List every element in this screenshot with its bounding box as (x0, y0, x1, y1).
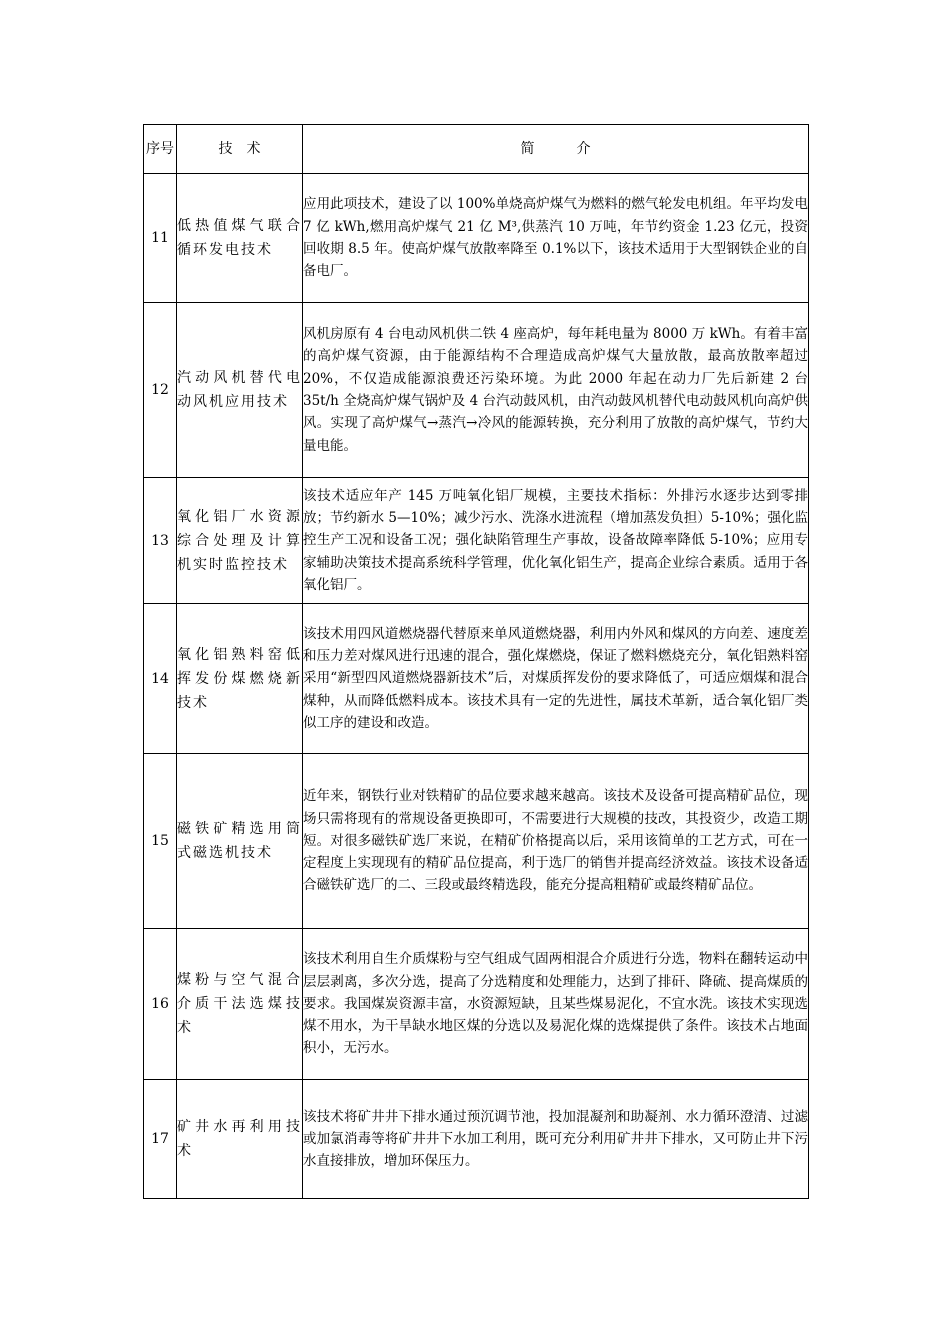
table-header-row (144, 125, 809, 174)
row-description: 应用此项技术，建设了以 100%单烧高炉煤气为燃料的燃气轮发电机组。年平均发电 7 亿 kWh,燃用高炉煤气 21 亿 M³,供蒸汽 10 万吨，年节约资金 1.23 亿元，投资回收期 8.5 年。使高炉煤气放散率降至 0.1%以下，该技术适用于大型钢铁企业的自备电厂。 (303, 174, 809, 303)
row-technology: 低热值煤气联合循环发电技术 (177, 174, 303, 303)
row-seq: 11 (144, 174, 177, 303)
row-description: 该技术用四风道燃烧器代替原来单风道燃烧器，利用内外风和煤风的方向差、速度差和压力差对煤风进行迅速的混合，强化煤燃烧，保证了燃料燃烧充分，氧化铝熟料窑采用“新型四风道燃烧器新技术”后，对煤质挥发份的要求降低了，可适应烟煤和混合煤种，从而降低燃料成本。该技术具有一定的先进性，属技术革新，适合氧化铝厂类似工序的建设和改造。 (303, 604, 809, 754)
row-description: 风机房原有 4 台电动风机供二铁 4 座高炉，每年耗电量为 8000 万 kWh。有着丰富的高炉煤气资源，由于能源结构不合理造成高炉煤气大量放散，最高放散率超过 20%，不仅造成能源浪费还污染环境。为此 2000 年起在动力厂先后新建 2 台 35t/h 全烧高炉煤气锅炉及 4 台汽动鼓风机，由汽动鼓风机替代电动鼓风机向高炉供风。实现了高炉煤气→蒸汽→冷风的能源转换，充分利用了放散的高炉煤气，节约大量电能。 (303, 303, 809, 478)
row-technology: 汽动风机替代电动风机应用技术 (177, 303, 303, 478)
row-description: 该技术适应年产 145 万吨氧化铝厂规模，主要技术指标：外排污水逐步达到零排放；节约新水 5—10%；减少污水、洗涤水进流程（增加蒸发负担）5-10%；强化监控生产工况和设备工况；强化缺陷管理生产事故，设备故障率降低 5-10%；应用专家辅助决策技术提高系统科学管理，优化氧化铝生产，提高企业综合素质。适用于各氧化铝厂。 (303, 478, 809, 604)
table-row (144, 303, 809, 478)
row-description: 近年来，钢铁行业对铁精矿的品位要求越来越高。该技术及设备可提高精矿品位，现场只需将现有的常规设备更换即可，不需要进行大规模的技改，其投资少，改造工期短。对很多磁铁矿选厂来说，在精矿价格提高以后，采用该简单的工艺方式，可在一定程度上实现现有的精矿品位提高，利于选厂的销售并提高经济效益。该技术设备适合磁铁矿选厂的二、三段或最终精选段，能充分提高粗精矿或最终精矿品位。 (303, 754, 809, 929)
table-row (144, 174, 809, 303)
row-seq: 17 (144, 1080, 177, 1199)
table-row (144, 604, 809, 754)
technology-table (143, 124, 809, 1199)
table-row (144, 929, 809, 1080)
table-row (144, 754, 809, 929)
row-description: 该技术利用自生介质煤粉与空气组成气固两相混合介质进行分选，物料在翻转运动中层层剥离，多次分选，提高了分选精度和处理能力，达到了排矸、降硫、提高煤质的要求。我国煤炭资源丰富，水资源短缺，且某些煤易泥化，不宜水洗。该技术实现选煤不用水，为干旱缺水地区煤的分选以及易泥化煤的选煤提供了条件。该技术占地面积小，无污水。 (303, 929, 809, 1080)
row-description: 该技术将矿井井下排水通过预沉调节池，投加混凝剂和助凝剂、水力循环澄清、过滤或加氯消毒等将矿井井下水加工利用，既可充分利用矿井井下排水，又可防止井下污水直接排放，增加环保压力。 (303, 1080, 809, 1199)
row-seq: 13 (144, 478, 177, 604)
row-technology: 磁铁矿精选用筒式磁选机技术 (177, 754, 303, 929)
header-seq: 序号 (144, 125, 177, 174)
row-seq: 14 (144, 604, 177, 754)
table-row (144, 1080, 809, 1199)
header-description: 简 介 (303, 125, 809, 174)
row-technology: 氧化铝熟料窑低挥发份煤燃烧新技术 (177, 604, 303, 754)
row-seq: 15 (144, 754, 177, 929)
table-row (144, 478, 809, 604)
row-technology: 氧化铝厂水资源综合处理及计算机实时监控技术 (177, 478, 303, 604)
row-technology: 煤粉与空气混合介质干法选煤技术 (177, 929, 303, 1080)
header-technology: 技 术 (177, 125, 303, 174)
row-seq: 12 (144, 303, 177, 478)
row-technology: 矿井水再利用技术 (177, 1080, 303, 1199)
row-seq: 16 (144, 929, 177, 1080)
